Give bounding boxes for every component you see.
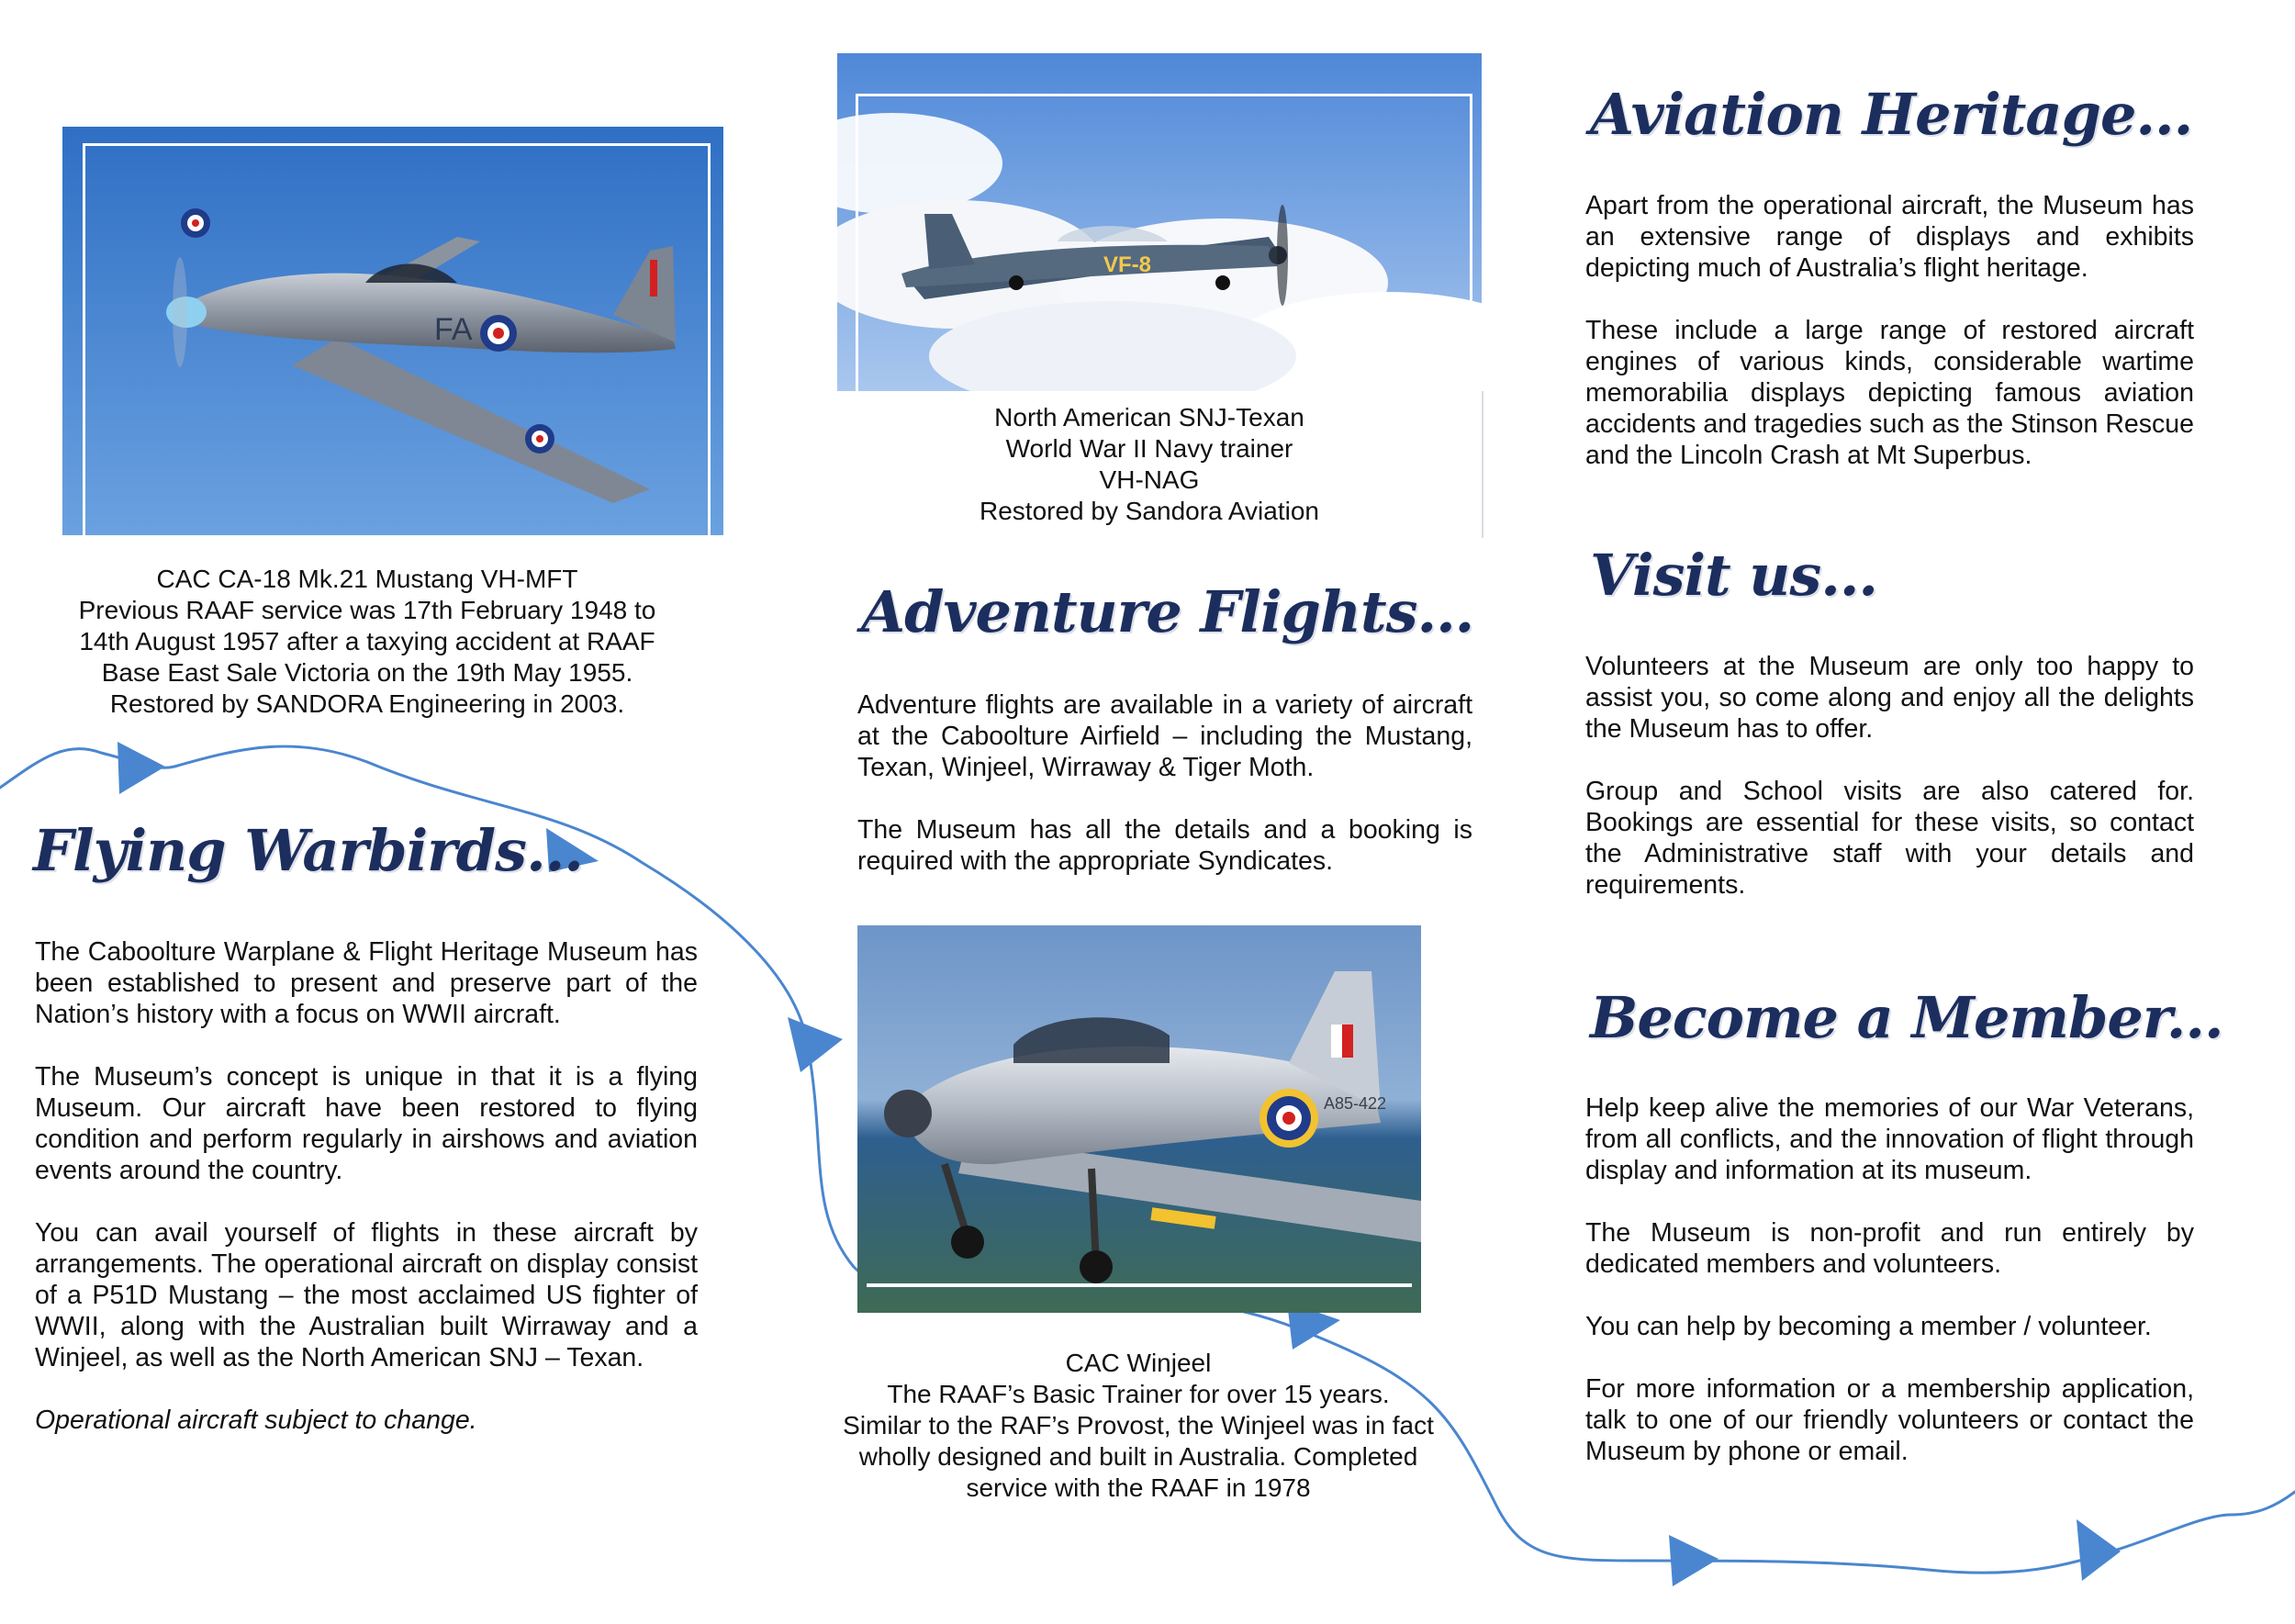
texan-photo-frame: [856, 94, 1472, 391]
paragraph: For more information or a membership application, talk to one of our friendly volunteers or contact the Museum by phone or email.: [1585, 1374, 2194, 1466]
mustang-caption: [37, 564, 698, 720]
mustang-caption-line: CAC CA-18 Mk.21 Mustang VH-MFT: [156, 565, 578, 593]
paragraph: You can avail yourself of flights in these aircraft by arrangements. The operational aircraft on display consist of a P51D Mustang – the most acclaimed US fighter of WWII, along with the Australian built Wirraway and a Winjeel, as well as the North American SNJ – Texan.: [35, 1218, 698, 1372]
texan-caption-line: VH-NAG: [1099, 465, 1200, 494]
aviation-heritage-body: [1585, 190, 2194, 471]
texan-caption-line: North American SNJ-Texan: [994, 403, 1304, 431]
aviation-heritage-heading: Aviation Heritage...: [1590, 81, 2193, 148]
texan-caption: [837, 402, 1461, 527]
paragraph: Apart from the operational aircraft, the Museum has an extensive range of displays and exhibits depicting much of Australia’s flight heritage.: [1585, 191, 2194, 283]
adventure-flights-heading: Adventure Flights...: [861, 578, 1474, 645]
texan-photo: [837, 53, 1482, 391]
texan-marking: VF-8: [1103, 252, 1152, 277]
mustang-caption-line: Previous RAAF service was 17th February 1948 to: [78, 596, 656, 624]
mustang-caption-line: Restored by SANDORA Engineering in 2003.: [109, 689, 625, 718]
paragraph: The Museum is non-profit and run entirely by dedicated members and volunteers.: [1585, 1218, 2194, 1279]
mustang-caption-line: Base East Sale Victoria on the 19th May 1955.: [101, 658, 633, 687]
paragraph: The Museum’s concept is unique in that it is a flying Museum. Our aircraft have been restored to flying condition and perform regularly in airshows and aviation events around the country.: [35, 1062, 698, 1185]
winjeel-caption-line: wholly designed and built in Australia. Completed: [858, 1442, 1418, 1471]
paragraph: Group and School visits are also catered for. Bookings are essential for these visits, so contact the Administrative staff with your details and requirements.: [1585, 777, 2194, 900]
mustang-marking: FA: [434, 312, 473, 347]
become-member-heading: Become a Member...: [1590, 984, 2223, 1051]
mustang-caption-line: 14th August 1957 after a taxying accident at RAAF: [79, 627, 655, 655]
adventure-flights-body: [857, 689, 1472, 877]
visit-us-body: [1585, 651, 2194, 901]
operational-note: Operational aircraft subject to change.: [35, 1406, 477, 1435]
winjeel-photo: [857, 925, 1421, 1313]
paragraph: Help keep alive the memories of our War Veterans, from all conflicts, and the innovation of flight through display and information at its museum.: [1585, 1093, 2194, 1185]
texan-caption-line: Restored by Sandora Aviation: [980, 497, 1319, 525]
winjeel-caption-line: Similar to the RAF’s Provost, the Winjeel was in fact: [843, 1411, 1434, 1439]
winjeel-caption-line: The RAAF’s Basic Trainer for over 15 years.: [887, 1380, 1390, 1408]
paragraph: Volunteers at the Museum are only too happy to assist you, so come along and enjoy all the delights the Museum has to offer.: [1585, 652, 2194, 744]
paragraph: These include a large range of restored aircraft engines of various kinds, considerable wartime memorabilia displays depicting famous aviation accidents and tragedies such as the Stinson Rescue and the Lincoln Crash at Mt Superbus.: [1585, 316, 2194, 470]
flying-warbirds-heading: Flying Warbirds...: [33, 817, 583, 884]
paragraph: The Museum has all the details and a booking is required with the appropriate Syndicates.: [857, 815, 1472, 876]
flying-warbirds-body: [35, 936, 698, 1436]
winjeel-caption-line: service with the RAAF in 1978: [966, 1473, 1311, 1502]
winjeel-caption-line: CAC Winjeel: [1065, 1349, 1212, 1377]
mustang-photo: [62, 127, 723, 535]
visit-us-heading: Visit us...: [1590, 542, 1877, 609]
become-member-body: [1585, 1092, 2194, 1467]
mustang-photo-frame: [83, 143, 711, 535]
paragraph: You can help by becoming a member / volunteer.: [1585, 1312, 2152, 1341]
paragraph: Adventure flights are available in a variety of aircraft at the Caboolture Airfield – including the Mustang, Texan, Winjeel, Wirraway & Tiger Moth.: [857, 690, 1472, 782]
paragraph: The Caboolture Warplane & Flight Heritage Museum has been established to present and preserve part of the Nation’s history with a focus on WWII aircraft.: [35, 937, 698, 1029]
winjeel-caption: [789, 1348, 1487, 1504]
winjeel-marking: A85-422: [1324, 1094, 1387, 1113]
texan-caption-line: World War II Navy trainer: [1005, 434, 1293, 463]
